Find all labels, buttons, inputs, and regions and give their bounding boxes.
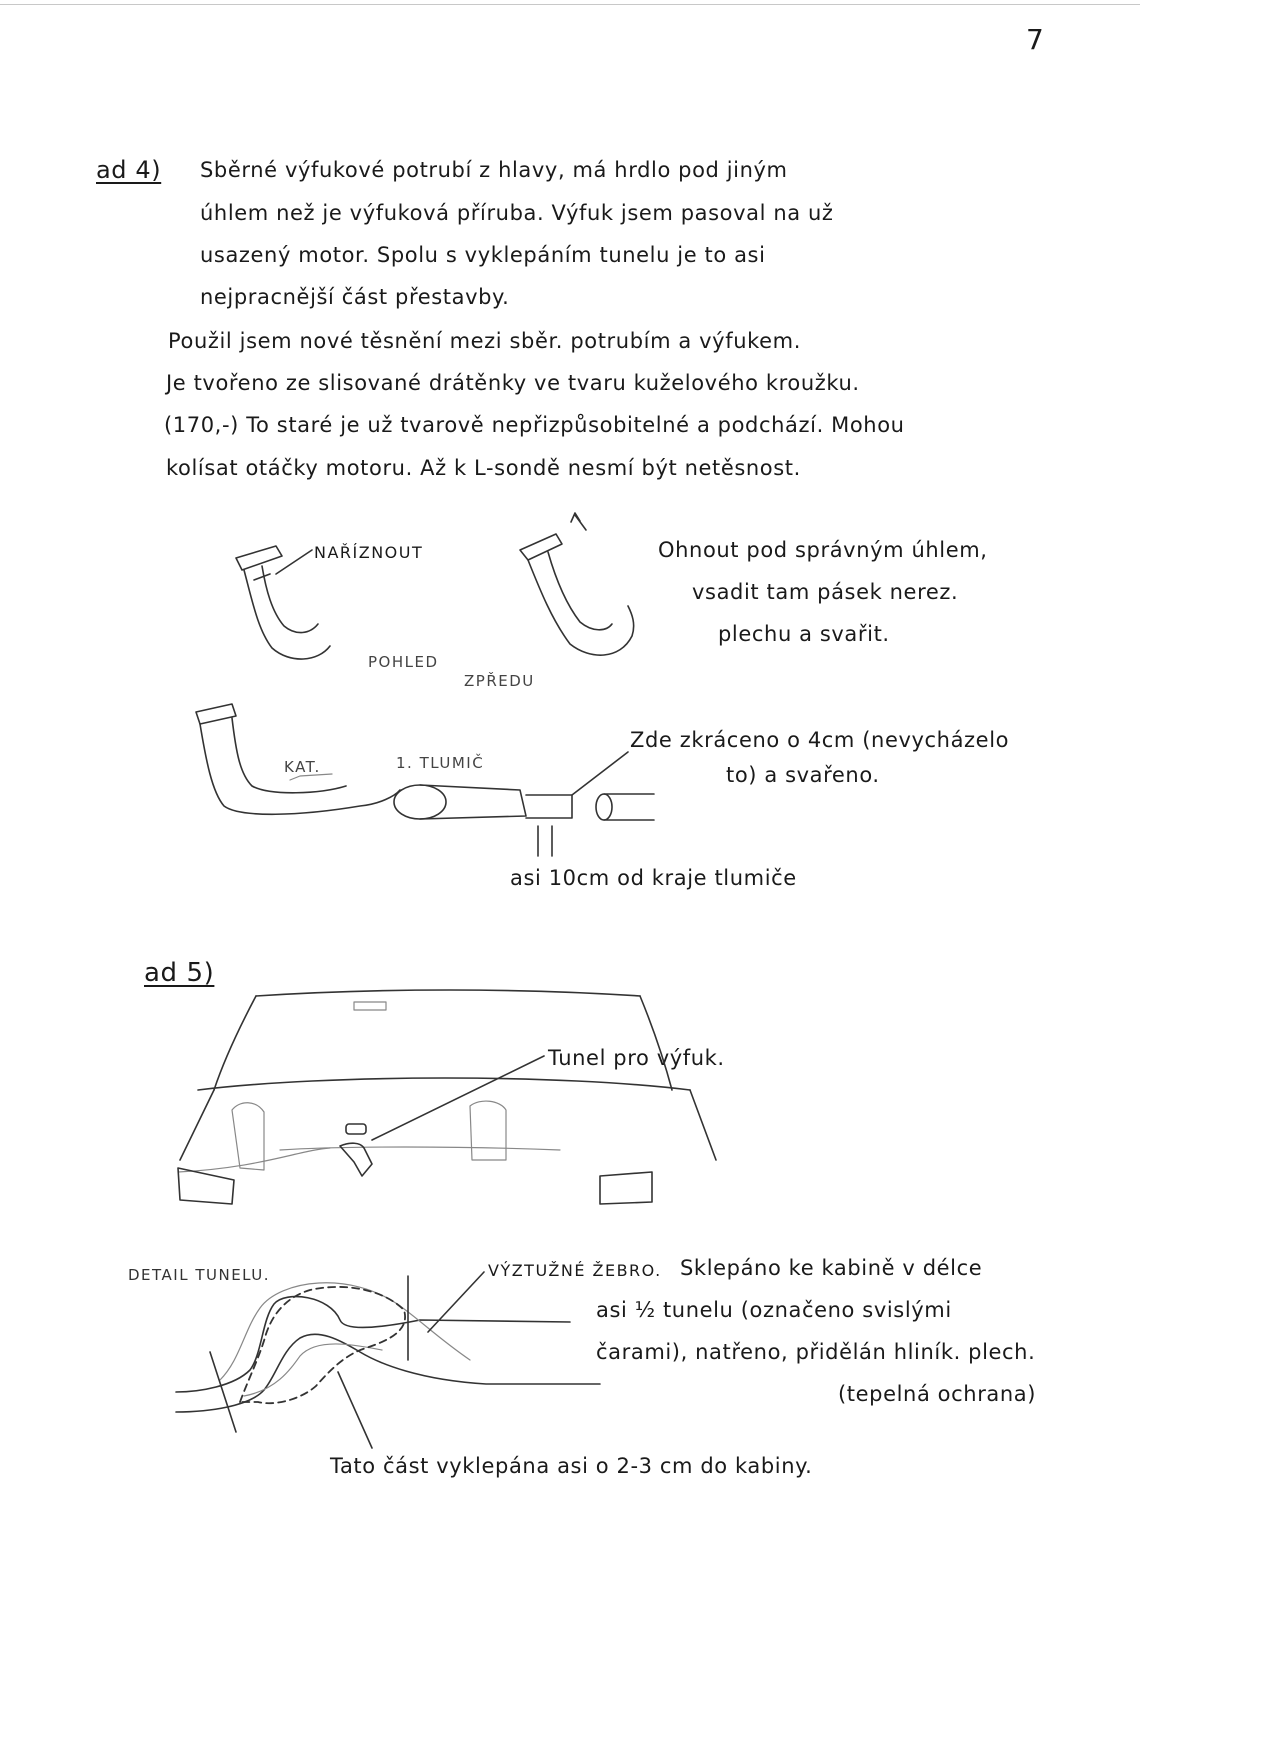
page-number: 7 — [1026, 23, 1045, 56]
label-view-1: POHLED — [368, 653, 439, 671]
detail-label: DETAIL TUNELU. — [128, 1266, 271, 1284]
exhaust-line-sketch — [196, 704, 654, 856]
section4-line-3: usazený motor. Spolu s vyklepáním tunelu je to asi — [200, 243, 766, 267]
tunnel-label: Tunel pro výfuk. — [548, 1046, 725, 1070]
rib-note-line-3: čarami), natřeno, přidělán hliník. plech. — [596, 1340, 1036, 1364]
label-muffler: 1. TLUMIČ — [396, 754, 485, 772]
bend-note-line-2: vsadit tam pásek nerez. — [692, 580, 959, 604]
tunnel-detail-sketch — [176, 1272, 600, 1448]
section4-line-6: Je tvořeno ze slisované drátěnky ve tvaru kuželového kroužku. — [166, 371, 860, 395]
manifold-pipe-sketch-cut — [236, 546, 330, 659]
manifold-pipe-sketch-bent — [520, 513, 634, 655]
label-catalyst: KAT. — [284, 758, 321, 776]
section4-line-8: kolísat otáčky motoru. Až k L-sondě nesmí být netěsnost. — [166, 456, 801, 480]
shortened-note-line-1: Zde zkráceno o 4cm (nevycházelo — [630, 728, 1010, 752]
shortened-note-line-2: to) a svařeno. — [726, 763, 880, 787]
rib-note-line-1: Sklepáno ke kabině v délce — [680, 1256, 983, 1280]
distance-note: asi 10cm od kraje tlumiče — [510, 866, 797, 890]
rib-caps: VÝZTUŽNÉ ŽEBRO. — [488, 1261, 662, 1280]
rib-note-line-2: asi ½ tunelu (označeno svislými — [596, 1298, 952, 1322]
bottom-note: Tato část vyklepána asi o 2-3 cm do kabiny. — [330, 1454, 813, 1478]
section4-line-2: úhlem než je výfuková příruba. Výfuk jsem pasoval na už — [200, 201, 834, 225]
section4-line-7: (170,-) To staré je už tvarově nepřizpůsobitelné a podchází. Mohou — [164, 413, 905, 437]
section4-heading: ad 4) — [96, 156, 162, 184]
rib-note-line-4: (tepelná ochrana) — [838, 1382, 1037, 1406]
section4-line-1: Sběrné výfukové potrubí z hlavy, má hrdlo pod jiným — [200, 158, 788, 182]
section4-line-5: Použil jsem nové těsnění mezi sběr. potrubím a výfukem. — [168, 329, 801, 353]
label-cut: NAŘÍZNOUT — [314, 543, 424, 562]
section5-heading: ad 5) — [144, 958, 215, 988]
bend-note-line-3: plechu a svařit. — [718, 622, 890, 646]
section4-line-4: nejpracnější část přestavby. — [200, 285, 510, 309]
car-rear-sketch — [178, 990, 716, 1204]
bend-note-line-1: Ohnout pod správným úhlem, — [658, 538, 988, 562]
label-view-2: ZPŘEDU — [464, 672, 535, 690]
